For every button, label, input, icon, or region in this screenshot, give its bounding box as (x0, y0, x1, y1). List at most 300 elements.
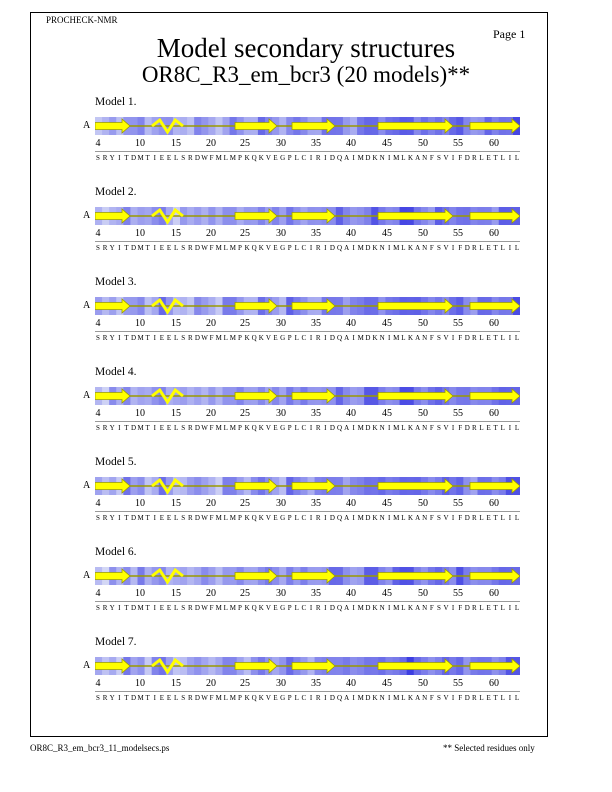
residue-letter: L (173, 154, 179, 162)
residue-letter: L (514, 154, 520, 162)
tick-label: 35 (311, 678, 321, 689)
tick-label: 10 (135, 588, 145, 599)
residue-letter: K (407, 514, 414, 522)
residue-letter: F (458, 694, 463, 702)
residue-letter: Q (251, 604, 257, 612)
residue-letter: T (493, 334, 498, 342)
residue-letter: D (194, 424, 200, 432)
residue-letter: M (137, 604, 144, 612)
residue-letter: K (258, 334, 264, 342)
residue-letter: D (365, 604, 371, 612)
residue-letter: D (194, 514, 200, 522)
residue-letter: R (315, 154, 321, 162)
residue-letter: S (181, 604, 186, 612)
residue-letter: I (118, 154, 121, 162)
residue-letter: L (479, 604, 484, 612)
residue-letter: C (301, 694, 307, 702)
residue-letter: F (429, 694, 434, 702)
tick-label: 35 (311, 588, 321, 599)
residue-letter: M (215, 424, 222, 432)
residue-letter: I (352, 514, 355, 522)
residue-letter: I (309, 154, 313, 162)
tick-label: 10 (135, 318, 145, 329)
residue-letter: K (258, 514, 264, 522)
residue-letter: I (153, 604, 156, 612)
residue-letter: E (159, 334, 165, 342)
residue-letter: A (344, 244, 350, 252)
residue-letter: F (458, 604, 463, 612)
residue-letter: V (265, 514, 271, 522)
residue-letter: F (429, 244, 434, 252)
residue-letter: L (500, 244, 505, 252)
residue-letter: T (124, 154, 129, 162)
residue-letter: L (514, 334, 520, 342)
residue-letter: L (479, 514, 484, 522)
residue-letter: N (379, 514, 385, 522)
residue-letter: R (315, 244, 321, 252)
residue-letter: S (96, 334, 100, 342)
secondary-structure-strip (95, 297, 520, 315)
residue-letter: M (215, 244, 222, 252)
tick-label: 40 (346, 318, 356, 329)
residue-letter: I (451, 694, 455, 702)
residue-letter: I (324, 694, 327, 702)
residue-letter: Q (336, 694, 343, 702)
chain-label: A (83, 390, 91, 401)
residue-letter: L (514, 514, 520, 522)
tick-label: 55 (453, 588, 463, 599)
residue-letter: K (258, 694, 264, 702)
residue-letter: V (443, 514, 449, 522)
residue-letter: I (388, 244, 391, 252)
residue-letter: N (379, 244, 385, 252)
tick-label: 60 (489, 498, 499, 509)
residue-letter: N (422, 694, 428, 702)
residue-letter: Q (336, 424, 343, 432)
residue-letter: K (372, 154, 378, 162)
residue-tick-row (0, 588, 612, 600)
tick-label: 35 (311, 498, 321, 509)
sequence-row (0, 514, 612, 524)
residue-letter: T (124, 694, 129, 702)
residue-letter: C (301, 244, 307, 252)
sequence-rule (95, 331, 520, 332)
chain-label: A (83, 660, 91, 671)
residue-letter: M (357, 514, 364, 522)
residue-letter: L (500, 424, 505, 432)
residue-letter: I (324, 514, 327, 522)
residue-letter: I (508, 334, 512, 342)
residue-letter: F (429, 604, 434, 612)
residue-letter: I (451, 514, 455, 522)
residue-letter: R (102, 154, 108, 162)
residue-letter: R (315, 334, 321, 342)
residue-letter: E (486, 424, 491, 432)
tick-label: 55 (453, 498, 463, 509)
tick-label: 30 (276, 588, 286, 599)
tick-label: 4 (95, 678, 101, 689)
residue-letter: P (238, 604, 242, 612)
page-number: Page 1 (493, 27, 526, 41)
tick-label: 45 (382, 318, 392, 329)
residue-letter: L (479, 424, 484, 432)
residue-letter: M (215, 694, 222, 702)
residue-letter: D (464, 514, 470, 522)
residue-letter: R (102, 424, 108, 432)
residue-letter: D (464, 424, 470, 432)
residue-letter: D (464, 334, 470, 342)
residue-letter: K (372, 334, 378, 342)
residue-letter: I (153, 154, 156, 162)
tick-label: 30 (276, 318, 286, 329)
tick-label: 30 (276, 408, 286, 419)
model-block (0, 366, 612, 446)
residue-letter: I (118, 514, 121, 522)
secondary-structure-strip (95, 657, 520, 675)
tick-label: 35 (311, 138, 321, 149)
residue-letter: E (166, 424, 172, 432)
residue-letter: D (194, 154, 200, 162)
tick-label: 4 (95, 498, 101, 509)
tick-label: 35 (311, 318, 321, 329)
residue-letter: R (102, 244, 108, 252)
residue-letter: R (187, 514, 193, 522)
chain-label: A (83, 210, 91, 221)
residue-letter: V (443, 694, 449, 702)
residue-letter: T (124, 244, 129, 252)
residue-letter: R (472, 604, 477, 612)
model-block (0, 456, 612, 536)
tick-label: 60 (489, 138, 499, 149)
tick-label: 20 (206, 138, 216, 149)
residue-letter: L (294, 334, 299, 342)
residue-letter: E (159, 604, 165, 612)
residue-letter: I (352, 334, 355, 342)
residue-letter: P (287, 694, 292, 702)
residue-letter: D (130, 154, 137, 162)
residue-letter: Q (336, 334, 343, 342)
tick-label: 30 (276, 678, 286, 689)
residue-letter: W (201, 244, 208, 252)
footer-filename: OR8C_R3_em_bcr3_11_modelsecs.ps (30, 743, 170, 753)
residue-letter: F (429, 514, 434, 522)
tick-label: 4 (95, 408, 101, 419)
residue-letter: N (379, 604, 385, 612)
residue-letter: Y (109, 604, 115, 612)
sequence-row (0, 334, 612, 344)
model-label: Model 2. (95, 186, 137, 198)
residue-letter: L (223, 334, 228, 342)
tick-label: 60 (489, 318, 499, 329)
residue-letter: L (401, 424, 406, 432)
residue-letter: C (301, 424, 307, 432)
page-title: Model secondary structures (156, 33, 456, 63)
residue-letter: G (280, 154, 286, 162)
tick-label: 15 (171, 408, 181, 419)
residue-letter: K (372, 604, 378, 612)
residue-letter: T (145, 514, 150, 522)
residue-letter: K (244, 604, 250, 612)
residue-letter: L (294, 154, 299, 162)
residue-letter: M (393, 694, 400, 702)
tick-label: 50 (418, 318, 428, 329)
model-label: Model 4. (95, 366, 137, 378)
residue-letter: I (388, 154, 391, 162)
residue-letter: D (130, 424, 137, 432)
strip-container (95, 297, 520, 315)
tick-label: 40 (346, 678, 356, 689)
residue-letter: I (508, 604, 512, 612)
residue-letter: T (145, 244, 150, 252)
residue-letter: W (201, 424, 208, 432)
residue-letter: M (229, 334, 237, 342)
program-label: PROCHECK-NMR (46, 15, 118, 25)
residue-letter: K (407, 604, 414, 612)
residue-letter: R (315, 604, 321, 612)
residue-letter: R (315, 424, 321, 432)
residue-letter: M (357, 244, 364, 252)
residue-letter: Q (336, 514, 343, 522)
residue-letter: M (137, 244, 144, 252)
residue-letter: I (153, 694, 156, 702)
tick-label: 55 (453, 408, 463, 419)
residue-letter: N (379, 694, 385, 702)
strip-container (95, 207, 520, 225)
residue-letter: C (301, 604, 307, 612)
model-block (0, 186, 612, 266)
residue-letter: D (194, 694, 200, 702)
residue-letter: A (344, 154, 350, 162)
model-block (0, 276, 612, 356)
residue-letter: D (464, 154, 470, 162)
residue-letter: E (486, 514, 491, 522)
residue-letter: A (415, 244, 421, 252)
residue-letter: D (194, 604, 200, 612)
tick-label: 15 (171, 678, 181, 689)
residue-letter: L (500, 334, 505, 342)
chain-label: A (83, 120, 91, 131)
residue-letter: D (365, 424, 371, 432)
residue-letter: D (130, 514, 137, 522)
residue-letter: D (329, 604, 335, 612)
residue-letter: K (372, 424, 378, 432)
residue-letter: I (118, 244, 121, 252)
residue-letter: D (464, 694, 470, 702)
residue-letter: S (96, 604, 100, 612)
residue-letter: S (181, 154, 186, 162)
residue-letter: A (344, 424, 350, 432)
residue-letter: E (273, 694, 278, 702)
residue-letter: L (500, 514, 505, 522)
tick-label: 45 (382, 228, 392, 239)
residue-letter: F (429, 154, 434, 162)
residue-letter: T (145, 694, 150, 702)
residue-letter: L (173, 694, 179, 702)
residue-letter: P (238, 694, 242, 702)
residue-letter: M (229, 244, 237, 252)
residue-letter: M (215, 604, 222, 612)
residue-letter: E (159, 424, 165, 432)
residue-letter: M (137, 424, 144, 432)
residue-letter: C (301, 334, 307, 342)
residue-letter: R (102, 604, 108, 612)
residue-letter: I (508, 514, 512, 522)
residue-letter: L (401, 154, 406, 162)
residue-letter: T (493, 604, 498, 612)
residue-letter: P (238, 334, 242, 342)
residue-letter: V (265, 604, 271, 612)
residue-letter: I (451, 424, 455, 432)
chain-label: A (83, 480, 91, 491)
residue-letter: I (352, 424, 355, 432)
residue-letter: V (265, 424, 271, 432)
residue-letter: I (388, 694, 391, 702)
residue-letter: E (166, 514, 172, 522)
residue-letter: L (500, 604, 505, 612)
tick-label: 40 (346, 408, 356, 419)
residue-letter: S (181, 424, 186, 432)
page-subtitle: OR8C_R3_em_bcr3 (20 models)** (141, 62, 471, 87)
residue-letter: Q (336, 244, 343, 252)
tick-label: 15 (171, 588, 181, 599)
residue-letter: I (309, 244, 313, 252)
tick-label: 20 (206, 588, 216, 599)
residue-letter: F (429, 334, 434, 342)
residue-letter: I (118, 604, 121, 612)
residue-letter: M (137, 334, 144, 342)
residue-letter: T (145, 154, 150, 162)
residue-letter: I (451, 604, 455, 612)
residue-letter: E (166, 604, 172, 612)
residue-letter: K (372, 694, 378, 702)
residue-letter: G (280, 334, 286, 342)
residue-letter: T (493, 694, 498, 702)
residue-letter: E (273, 244, 278, 252)
residue-letter: I (352, 154, 355, 162)
tick-label: 4 (95, 138, 101, 149)
residue-letter: R (472, 244, 477, 252)
residue-letter: L (173, 244, 179, 252)
residue-letter: N (422, 244, 428, 252)
residue-letter: N (422, 424, 428, 432)
strip-container (95, 657, 520, 675)
residue-letter: T (145, 334, 150, 342)
tick-label: 45 (382, 408, 392, 419)
tick-label: 4 (95, 318, 101, 329)
tick-label: 45 (382, 678, 392, 689)
residue-letter: V (443, 334, 449, 342)
residue-letter: G (280, 514, 286, 522)
residue-letter: L (173, 514, 179, 522)
residue-letter: Y (109, 334, 115, 342)
residue-letter: E (166, 154, 172, 162)
residue-letter: P (287, 514, 292, 522)
residue-letter: T (124, 424, 129, 432)
residue-letter: D (365, 154, 371, 162)
residue-letter: E (159, 244, 165, 252)
residue-letter: D (194, 334, 200, 342)
tick-label: 45 (382, 498, 392, 509)
residue-letter: Y (109, 694, 115, 702)
residue-letter: D (329, 514, 335, 522)
residue-letter: W (201, 694, 208, 702)
residue-letter: C (301, 514, 307, 522)
residue-letter: K (258, 244, 264, 252)
residue-letter: P (238, 244, 242, 252)
residue-letter: S (96, 424, 100, 432)
residue-letter: N (422, 604, 428, 612)
tick-label: 55 (453, 228, 463, 239)
tick-label: 40 (346, 228, 356, 239)
residue-letter: I (508, 424, 512, 432)
residue-letter: I (508, 244, 512, 252)
residue-letter: D (329, 334, 335, 342)
residue-letter: D (365, 244, 371, 252)
residue-letter: A (415, 154, 421, 162)
residue-letter: E (273, 514, 278, 522)
residue-letter: K (244, 424, 250, 432)
model-label: Model 7. (95, 636, 137, 648)
secondary-structure-strip (95, 387, 520, 405)
residue-letter: L (223, 514, 228, 522)
residue-letter: V (443, 424, 449, 432)
residue-letter: L (401, 694, 406, 702)
residue-letter: E (166, 244, 172, 252)
residue-letter: L (223, 154, 228, 162)
residue-letter: A (415, 604, 421, 612)
tick-label: 25 (240, 138, 250, 149)
residue-letter: I (153, 244, 156, 252)
tick-label: 60 (489, 228, 499, 239)
footer-note: ** Selected residues only (443, 743, 535, 753)
residue-letter: T (493, 154, 498, 162)
residue-letter: F (458, 424, 463, 432)
residue-letter: I (388, 424, 391, 432)
residue-letter: M (137, 694, 144, 702)
residue-letter: K (244, 514, 250, 522)
residue-letter: M (393, 154, 400, 162)
tick-label: 35 (311, 228, 321, 239)
residue-letter: R (472, 424, 477, 432)
residue-letter: K (258, 604, 264, 612)
residue-letter: K (244, 694, 250, 702)
residue-letter: A (344, 334, 350, 342)
residue-letter: F (209, 334, 214, 342)
residue-letter: I (153, 424, 156, 432)
residue-letter: S (436, 694, 441, 702)
residue-letter: I (118, 334, 121, 342)
residue-letter: F (209, 424, 214, 432)
tick-label: 10 (135, 498, 145, 509)
sequence-row (0, 424, 612, 434)
model-block (0, 636, 612, 716)
tick-label: 20 (206, 678, 216, 689)
residue-letter: E (273, 334, 278, 342)
residue-letter: L (401, 334, 406, 342)
sequence-rule (95, 691, 520, 692)
residue-letter: S (436, 334, 441, 342)
tick-label: 50 (418, 138, 428, 149)
residue-letter: E (166, 334, 172, 342)
residue-letter: D (130, 334, 137, 342)
residue-letter: I (324, 244, 327, 252)
residue-letter: K (407, 424, 414, 432)
residue-letter: L (223, 244, 228, 252)
residue-letter: L (479, 694, 484, 702)
residue-letter: M (137, 514, 144, 522)
residue-letter: T (124, 604, 129, 612)
residue-letter: L (294, 514, 299, 522)
